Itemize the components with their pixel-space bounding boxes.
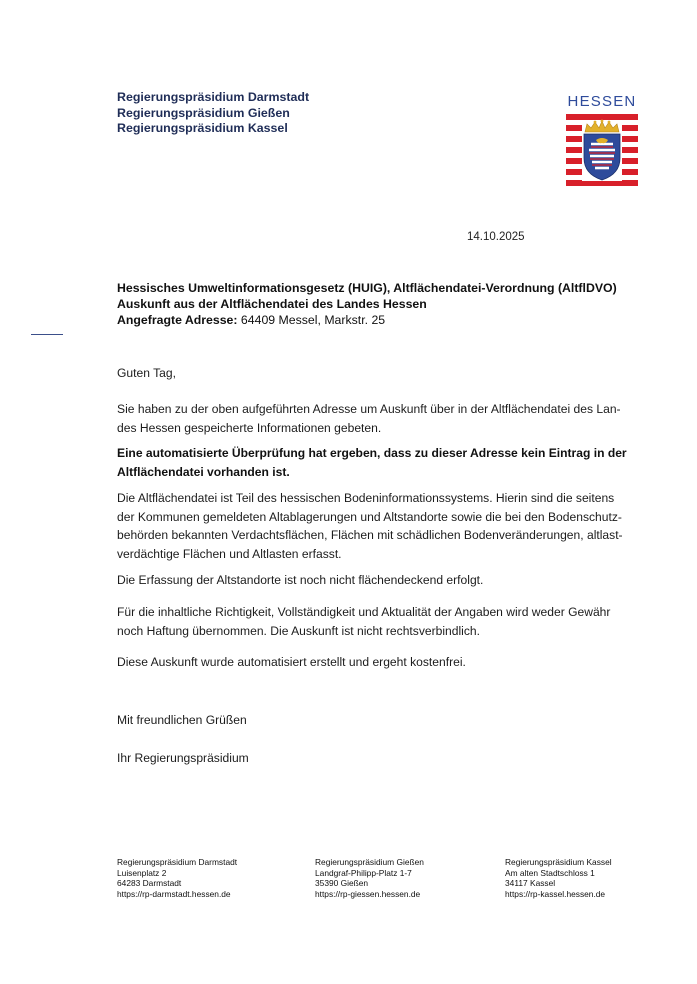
logo-wordmark: HESSEN [567,93,637,110]
address-label: Angefragte Adresse: [117,313,238,328]
sender-kassel: Regierungspräsidium Kassel [117,121,288,135]
paragraph-request [117,400,637,437]
paragraph-line: Eine automatisierte Überprüfung hat ergeben, dass zu dieser Adresse kein Eintrag in der [117,446,627,460]
hessen-logo [566,93,638,187]
footer-street: Landgraf-Philipp-Platz 1-7 [315,867,412,878]
address-value: 64409 Messel, Markstr. 25 [240,313,386,328]
letter-date: 14.10.2025 [467,231,525,243]
paragraph-free-of-charge: Diese Auskunft wurde automatisiert erstellt und ergeht kostenfrei. [117,655,466,669]
subject-address-line [117,312,617,328]
subject-block [117,280,617,329]
footer-city: 64283 Darmstadt [117,878,182,889]
footer-url-link[interactable]: https://rp-giessen.hessen.de [315,889,421,900]
sender-block [117,90,309,137]
paragraph-line: behörden bekannten Verdachtsflächen, Flächen mit schädlichen Bodenveränderungen, altlast- [117,528,623,543]
paragraph-line: der Kommunen gemeldeten Altablagerungen und Altstandorte sowie die bei den Bodenschutz- [117,509,622,524]
fold-mark [31,334,63,335]
paragraph-line: noch Haftung übernommen. Die Auskunft ist nicht rechtsverbindlich. [117,623,481,638]
paragraph-result [117,444,637,481]
hessen-coat-of-arms-icon [566,114,638,187]
sender-darmstadt: Regierungspräsidium Darmstadt [117,90,310,104]
footer-city: 34117 Kassel [505,878,556,889]
footer-street: Luisenplatz 2 [117,867,167,878]
paragraph-line: Altflächendatei vorhanden ist. [117,464,290,479]
footer-darmstadt [117,857,237,900]
paragraph-line: Die Altflächendatei ist Teil des hessischen Bodeninformationssystems. Hierin sind die seitens [117,491,615,505]
footer-giessen [315,857,424,900]
footer-kassel [505,857,612,900]
footer-city: 35390 Gießen [315,878,369,889]
footer-name: Regierungspräsidium Gießen [315,857,424,867]
footer-street: Am alten Stadtschloss 1 [505,867,595,878]
footer-name: Regierungspräsidium Darmstadt [117,857,238,867]
greeting: Guten Tag, [117,366,176,380]
signature: Ihr Regierungspräsidium [117,751,249,765]
closing: Mit freundlichen Grüßen [117,713,247,727]
footer-url-link[interactable]: https://rp-darmstadt.hessen.de [117,889,231,900]
paragraph-line: des Hessen gespeicherte Informationen gebeten. [117,420,382,435]
paragraph-line: Sie haben zu der oben aufgeführten Adresse um Auskunft über in der Altflächendatei des Lan- [117,402,621,416]
paragraph-line: Für die inhaltliche Richtigkeit, Vollständigkeit und Aktualität der Angaben wird weder Gewähr [117,605,611,619]
subject-line-2: Auskunft aus der Altflächendatei des Landes Hessen [117,297,427,312]
footer-url-link[interactable]: https://rp-kassel.hessen.de [505,889,606,900]
footer-name: Regierungspräsidium Kassel [505,857,612,867]
paragraph-info [117,489,637,563]
paragraph-coverage: Die Erfassung der Altstandorte ist noch nicht flächendeckend erfolgt. [117,573,484,587]
subject-line-1: Hessisches Umweltinformationsgesetz (HUIG), Altflächendatei-Verordnung (AltflDVO) [117,281,617,295]
paragraph-disclaimer [117,603,637,640]
sender-giessen: Regierungspräsidium Gießen [117,105,290,120]
paragraph-line: verdächtige Flächen und Altlasten erfasst. [117,546,342,561]
